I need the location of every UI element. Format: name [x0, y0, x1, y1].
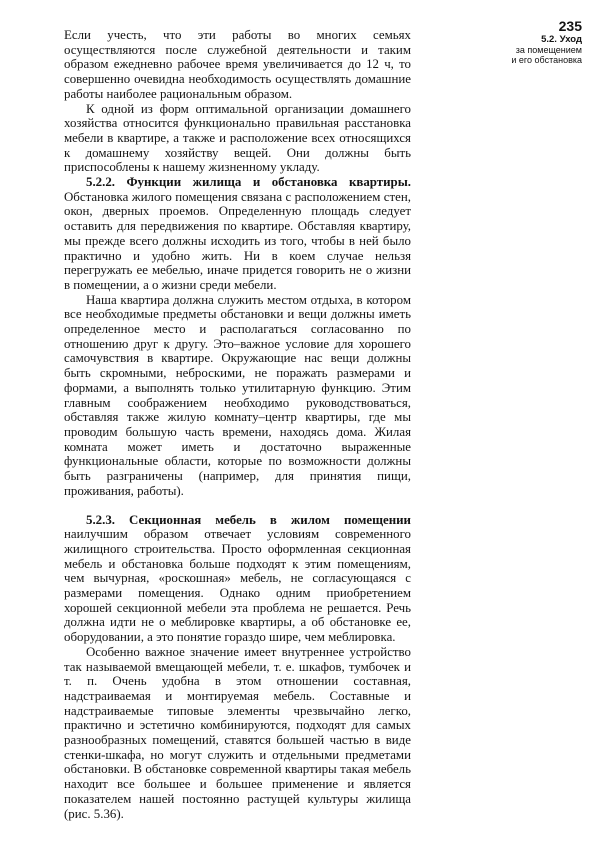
- section-subtitle-line1: за помещением: [515, 45, 582, 55]
- paragraph-1: Если учесть, что эти работы во многих семьях осуществляются после служебной деятельности и таким образом ежедневно рабочее время увеличивается до 12 ч, то совершенно очевидна необходимость осуществлять домашние работы наиболее рациональным образом.: [64, 28, 411, 101]
- section-5-2-2: [64, 175, 411, 293]
- section-5-2-3: [64, 513, 411, 645]
- page-number: 235: [558, 18, 582, 34]
- paragraph-3: Наша квартира должна служить местом отдыха, в котором все необходимые предметы обстановки и вещи должны иметь определенное место и располагаться согласованно по отношению друг к другу. Это–важное условие для хорошего самочувствия в квартире. Окружающие нас вещи должны быть скромными, неброскими, не поражать размерами и формами, а выполнять только утилитарную функцию. Этим главным соображением необходимо руководствоваться, обставляя также жилую комнату–центр квартиры, где мы проводим большую часть времени, находясь дома. Жилая комната может иметь и достаточно выраженные функциональные области, которые по возможности должны быть разграничены (например, для принятия пищи, проживания, работы).: [64, 292, 411, 498]
- text-column: [64, 28, 411, 821]
- section-title: 5.2. Уход: [541, 34, 582, 45]
- section-heading-5-2-3: 5.2.3. Секционная мебель в жилом помещении: [86, 512, 411, 527]
- section-text-5-2-2: Обстановка жилого помещения связана с расположением стен, окон, дверных проемов. Определенную площадь следует оставить для передвижения по квартире. Обставляя квартиру, мы прежде всего должны исходить из того, чтобы в ней было практично и удобно жить. Ни в коем случае нельзя перегружать ее мебелью, иначе придется говорить не о жизни в помещении, а о жизни среди мебели.: [64, 189, 411, 292]
- section-text-5-2-3: наилучшим образом отвечает условиям современного жилищного строительства. Просто оформленная секционная мебель и обстановка больше подходят к этим помещениям, чем вычурная, «роскошная» мебель, не согласующаяся с размерами помещения. Однако одним приобретением хорошей секционной мебели эта проблема не решается. Речь должна идти не о меблировке квартиры, а об обстановке ее, оборудовании, а это понятие гораздо шире, чем меблировка.: [64, 527, 411, 645]
- section-heading-5-2-2: 5.2.2. Функции жилища и обстановка квартиры.: [86, 175, 411, 190]
- paragraph-4: Особенно важное значение имеет внутреннее устройство так называемой вмещающей мебели, т. е. шкафов, тумбочек и т. п. Очень удобна в этом отношении составная, надстраиваемая и монтируемая мебель. Составные и надстраиваемые типовые элементы чрезвычайно легко, практично и эстетично комбинируются, подходят для самых разнообразных помещений, ставятся большей частью в виде стенки-шкафа, но могут служить и отдельными предметами обстановки. В обстановке современной квартиры такая мебель находит все большее и большее применение и является показателем нашей постоянно растущей культуры жилища (рис. 5.36).: [64, 644, 411, 821]
- running-header: [466, 18, 582, 65]
- section-subtitle-line2: и его обстановка: [511, 55, 582, 65]
- paragraph-2: К одной из форм оптимальной организации домашнего хозяйства относится функционально правильная расстановка мебели в квартире, а также и расположение всех относящихся к домашнему хозяйству вещей. Они должны быть приспособлены к нашему жизненному укладу.: [64, 101, 411, 175]
